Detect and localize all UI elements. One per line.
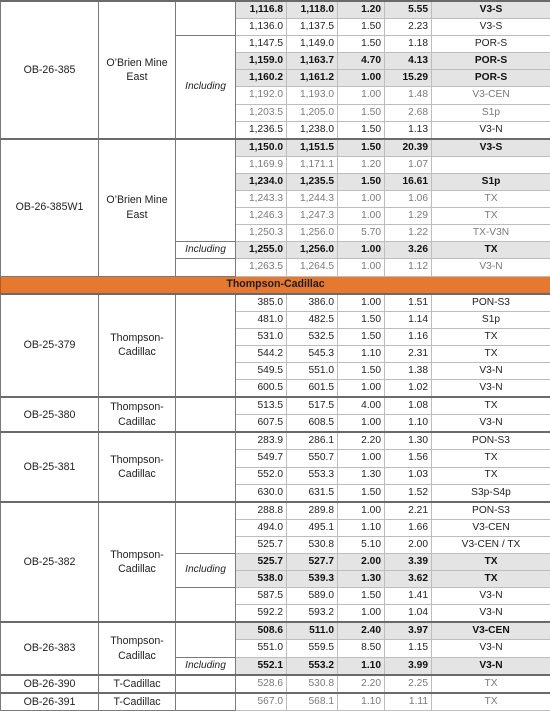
zone-cell: TX [432,450,550,467]
zone-cell: POR-S [432,36,550,53]
grade-cell: 2.21 [385,502,432,520]
including-cell [176,675,236,693]
from-cell: 1,250.3 [236,225,287,242]
zone-cell: V3-N [432,640,550,657]
from-cell: 508.6 [236,622,287,640]
hole-id-cell: OB-26-385 [1,1,99,139]
from-cell: 1,169.9 [236,156,287,173]
grade-cell: 1.14 [385,311,432,328]
length-cell: 1.00 [338,242,385,259]
length-cell: 1.30 [338,571,385,588]
grade-cell: 1.51 [385,294,432,312]
grade-cell: 5.55 [385,1,432,19]
to-cell: 553.3 [287,467,338,484]
from-cell: 528.6 [236,675,287,693]
zone-cell: V3-S [432,1,550,19]
zone-cell: V3-N [432,588,550,605]
grade-cell: 3.26 [385,242,432,259]
length-cell: 1.20 [338,156,385,173]
to-cell: 545.3 [287,345,338,362]
grade-cell: 20.39 [385,139,432,157]
length-cell: 1.50 [338,588,385,605]
length-cell: 1.00 [338,70,385,87]
hole-id-cell: OB-26-391 [1,693,99,711]
from-cell: 494.0 [236,519,287,536]
zone-cell: PON-S3 [432,294,550,312]
grade-cell: 1.10 [385,415,432,433]
from-cell: 385.0 [236,294,287,312]
grade-cell: 3.97 [385,622,432,640]
length-cell: 1.00 [338,259,385,276]
deposit-cell: Thompson-Cadillac [99,432,176,501]
grade-cell: 1.04 [385,605,432,623]
to-cell: 568.1 [287,693,338,711]
zone-cell: PON-S3 [432,502,550,520]
to-cell: 551.0 [287,362,338,379]
zone-cell: V3-N [432,259,550,276]
zone-cell: V3-S [432,19,550,36]
to-cell: 589.0 [287,588,338,605]
zone-cell: TX-V3N [432,225,550,242]
length-cell: 1.00 [338,502,385,520]
length-cell: 1.50 [338,36,385,53]
from-cell: 592.2 [236,605,287,623]
hole-id-cell: OB-25-381 [1,432,99,501]
section-separator-row [1,276,550,294]
table-row [1,622,550,640]
zone-cell: S3p-S4p [432,484,550,502]
to-cell: 1,151.5 [287,139,338,157]
including-cell [176,139,236,242]
from-cell: 1,203.5 [236,104,287,121]
zone-cell: V3-N [432,380,550,398]
from-cell: 1,243.3 [236,191,287,208]
length-cell: 5.10 [338,536,385,553]
length-cell: 2.20 [338,675,385,693]
including-cell [176,1,236,36]
to-cell: 1,244.3 [287,191,338,208]
grade-cell: 2.00 [385,536,432,553]
to-cell: 1,171.1 [287,156,338,173]
to-cell: 532.5 [287,328,338,345]
length-cell: 1.50 [338,173,385,190]
grade-cell: 15.29 [385,70,432,87]
grade-cell: 1.02 [385,380,432,398]
section-title: Thompson-Cadillac [1,276,550,294]
from-cell: 1,255.0 [236,242,287,259]
length-cell: 1.00 [338,415,385,433]
table-row [1,397,550,415]
length-cell: 1.50 [338,19,385,36]
grade-cell: 1.41 [385,588,432,605]
to-cell: 559.5 [287,640,338,657]
from-cell: 288.8 [236,502,287,520]
zone-cell [432,156,550,173]
zone-cell: TX [432,242,550,259]
deposit-cell: Thompson-Cadillac [99,502,176,623]
from-cell: 587.5 [236,588,287,605]
zone-cell: S1p [432,104,550,121]
zone-cell: POR-S [432,53,550,70]
to-cell: 1,137.5 [287,19,338,36]
length-cell: 1.10 [338,345,385,362]
to-cell: 1,256.0 [287,225,338,242]
to-cell: 1,264.5 [287,259,338,276]
from-cell: 513.5 [236,397,287,415]
deposit-cell: O’Brien Mine East [99,1,176,139]
grade-cell: 2.68 [385,104,432,121]
grade-cell: 1.22 [385,225,432,242]
length-cell: 1.00 [338,605,385,623]
to-cell: 495.1 [287,519,338,536]
length-cell: 1.50 [338,328,385,345]
to-cell: 1,235.5 [287,173,338,190]
length-cell: 5.70 [338,225,385,242]
length-cell: 1.00 [338,191,385,208]
from-cell: 552.0 [236,467,287,484]
to-cell: 482.5 [287,311,338,328]
grade-cell: 1.48 [385,87,432,104]
including-cell [176,502,236,554]
to-cell: 1,247.3 [287,208,338,225]
including-cell [176,588,236,623]
from-cell: 1,263.5 [236,259,287,276]
to-cell: 1,161.2 [287,70,338,87]
zone-cell: V3-N [432,121,550,139]
to-cell: 1,163.7 [287,53,338,70]
length-cell: 1.50 [338,311,385,328]
length-cell: 1.10 [338,519,385,536]
hole-id-cell: OB-26-383 [1,622,99,674]
grade-cell: 1.06 [385,191,432,208]
grade-cell: 2.31 [385,345,432,362]
to-cell: 517.5 [287,397,338,415]
to-cell: 530.8 [287,536,338,553]
zone-cell: POR-S [432,70,550,87]
grade-cell: 4.13 [385,53,432,70]
from-cell: 1,192.0 [236,87,287,104]
to-cell: 1,149.0 [287,36,338,53]
table-row [1,675,550,693]
zone-cell: V3-N [432,605,550,623]
table-row [1,139,550,157]
grade-cell: 1.07 [385,156,432,173]
to-cell: 631.5 [287,484,338,502]
zone-cell: PON-S3 [432,432,550,450]
from-cell: 283.9 [236,432,287,450]
zone-cell: TX [432,571,550,588]
hole-id-cell: OB-25-382 [1,502,99,623]
including-cell [176,259,236,276]
grade-cell: 3.99 [385,657,432,675]
zone-cell: TX [432,554,550,571]
from-cell: 600.5 [236,380,287,398]
from-cell: 1,236.5 [236,121,287,139]
to-cell: 1,238.0 [287,121,338,139]
from-cell: 1,150.0 [236,139,287,157]
table-row [1,294,550,312]
from-cell: 538.0 [236,571,287,588]
grade-cell: 1.11 [385,693,432,711]
length-cell: 2.40 [338,622,385,640]
including-cell: Including [176,242,236,259]
zone-cell: V3-S [432,139,550,157]
from-cell: 552.1 [236,657,287,675]
zone-cell: V3-CEN [432,87,550,104]
zone-cell: TX [432,191,550,208]
including-cell [176,622,236,657]
from-cell: 1,234.0 [236,173,287,190]
from-cell: 607.5 [236,415,287,433]
from-cell: 1,159.0 [236,53,287,70]
grade-cell: 1.15 [385,640,432,657]
from-cell: 481.0 [236,311,287,328]
length-cell: 2.00 [338,554,385,571]
table-row [1,1,550,19]
hole-id-cell: OB-25-379 [1,294,99,398]
length-cell: 1.50 [338,484,385,502]
hole-id-cell: OB-26-390 [1,675,99,693]
to-cell: 530.8 [287,675,338,693]
grade-cell: 1.18 [385,36,432,53]
from-cell: 525.7 [236,536,287,553]
to-cell: 1,205.0 [287,104,338,121]
length-cell: 1.00 [338,450,385,467]
to-cell: 289.8 [287,502,338,520]
to-cell: 386.0 [287,294,338,312]
zone-cell: S1p [432,311,550,328]
grade-cell: 1.52 [385,484,432,502]
length-cell: 1.00 [338,208,385,225]
length-cell: 1.20 [338,1,385,19]
grade-cell: 1.08 [385,397,432,415]
zone-cell: TX [432,397,550,415]
from-cell: 544.2 [236,345,287,362]
to-cell: 527.7 [287,554,338,571]
deposit-cell: T-Cadillac [99,675,176,693]
zone-cell: V3-N [432,657,550,675]
length-cell: 1.50 [338,121,385,139]
length-cell: 1.30 [338,467,385,484]
length-cell: 4.00 [338,397,385,415]
length-cell: 1.10 [338,657,385,675]
hole-id-cell: OB-25-380 [1,397,99,432]
from-cell: 1,246.3 [236,208,287,225]
length-cell: 1.00 [338,87,385,104]
deposit-cell: T-Cadillac [99,693,176,711]
deposit-cell: Thompson-Cadillac [99,397,176,432]
from-cell: 549.7 [236,450,287,467]
including-cell [176,397,236,432]
to-cell: 1,118.0 [287,1,338,19]
grade-cell: 1.13 [385,121,432,139]
to-cell: 593.2 [287,605,338,623]
to-cell: 550.7 [287,450,338,467]
including-cell [176,294,236,398]
to-cell: 608.5 [287,415,338,433]
from-cell: 630.0 [236,484,287,502]
zone-cell: V3-N [432,415,550,433]
zone-cell: TX [432,467,550,484]
drill-results-body [1,1,550,710]
grade-cell: 1.56 [385,450,432,467]
zone-cell: TX [432,328,550,345]
zone-cell: TX [432,345,550,362]
from-cell: 531.0 [236,328,287,345]
zone-cell: V3-CEN / TX [432,536,550,553]
from-cell: 1,116.8 [236,1,287,19]
length-cell: 1.50 [338,362,385,379]
deposit-cell: O’Brien Mine East [99,139,176,276]
deposit-cell: Thompson-Cadillac [99,622,176,674]
including-cell: Including [176,554,236,588]
to-cell: 1,193.0 [287,87,338,104]
to-cell: 1,256.0 [287,242,338,259]
from-cell: 551.0 [236,640,287,657]
length-cell: 1.10 [338,693,385,711]
including-cell: Including [176,657,236,675]
to-cell: 553.2 [287,657,338,675]
to-cell: 601.5 [287,380,338,398]
including-cell: Including [176,36,236,139]
from-cell: 567.0 [236,693,287,711]
grade-cell: 3.39 [385,554,432,571]
from-cell: 525.7 [236,554,287,571]
length-cell: 4.70 [338,53,385,70]
length-cell: 2.20 [338,432,385,450]
from-cell: 549.5 [236,362,287,379]
zone-cell: S1p [432,173,550,190]
including-cell [176,432,236,501]
grade-cell: 1.03 [385,467,432,484]
zone-cell: V3-CEN [432,519,550,536]
length-cell: 8.50 [338,640,385,657]
to-cell: 539.3 [287,571,338,588]
grade-cell: 3.62 [385,571,432,588]
table-row [1,502,550,520]
zone-cell: V3-N [432,362,550,379]
length-cell: 1.00 [338,380,385,398]
grade-cell: 1.66 [385,519,432,536]
hole-id-cell: OB-26-385W1 [1,139,99,276]
zone-cell: TX [432,208,550,225]
from-cell: 1,136.0 [236,19,287,36]
to-cell: 286.1 [287,432,338,450]
length-cell: 1.00 [338,294,385,312]
zone-cell: V3-CEN [432,622,550,640]
from-cell: 1,160.2 [236,70,287,87]
from-cell: 1,147.5 [236,36,287,53]
length-cell: 1.50 [338,139,385,157]
grade-cell: 1.29 [385,208,432,225]
to-cell: 511.0 [287,622,338,640]
grade-cell: 1.38 [385,362,432,379]
zone-cell: TX [432,693,550,711]
grade-cell: 1.12 [385,259,432,276]
grade-cell: 1.16 [385,328,432,345]
table-row [1,693,550,711]
grade-cell: 2.23 [385,19,432,36]
deposit-cell: Thompson-Cadillac [99,294,176,398]
grade-cell: 2.25 [385,675,432,693]
grade-cell: 16.61 [385,173,432,190]
table-row [1,432,550,450]
zone-cell: TX [432,675,550,693]
length-cell: 1.50 [338,104,385,121]
grade-cell: 1.30 [385,432,432,450]
including-cell [176,693,236,711]
